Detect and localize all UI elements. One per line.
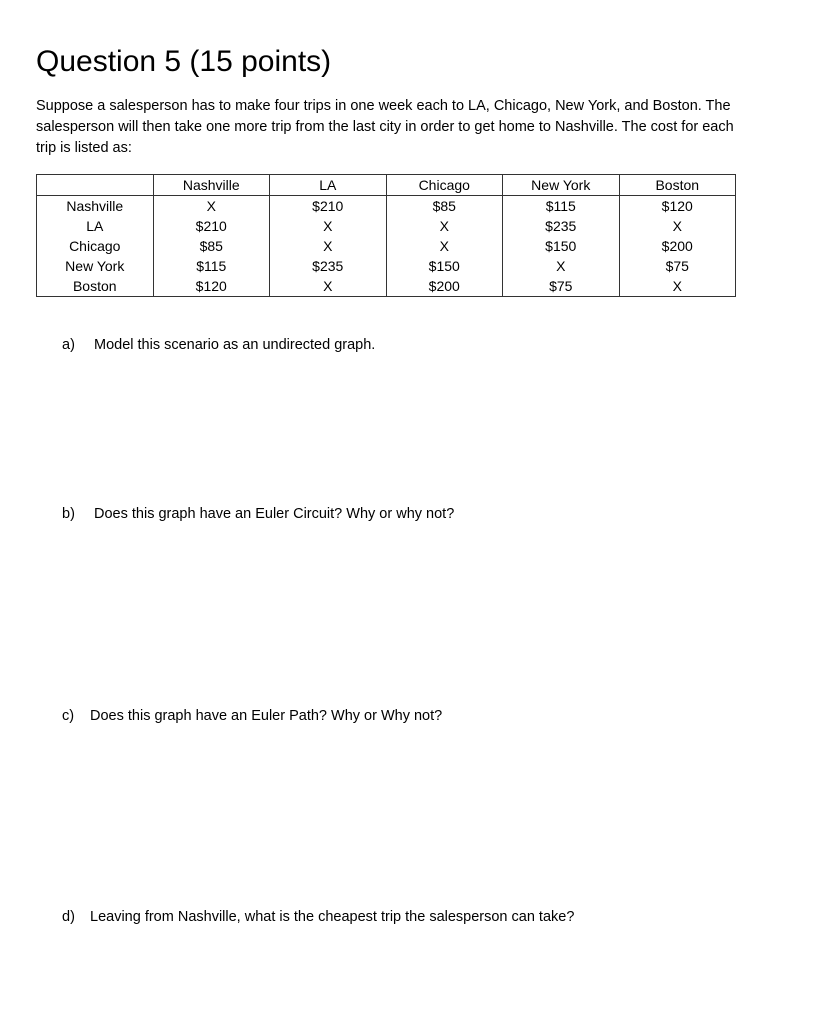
table-header-cell [37, 175, 154, 196]
question-d-letter: d) [62, 909, 75, 925]
table-header-row [37, 175, 736, 196]
table-cell: $235 [270, 256, 387, 276]
row-label: LA [37, 216, 154, 236]
trip-cost-table [36, 174, 736, 297]
question-title: Question 5 (15 points) [36, 45, 332, 78]
question-c-text: Does this graph have an Euler Path? Why or Why not? [90, 708, 443, 724]
table-header-cell: Nashville [153, 175, 270, 196]
table-header-cell: Chicago [386, 175, 503, 196]
table-cell: $120 [153, 276, 270, 297]
table-row [37, 276, 736, 297]
question-c-letter: c) [62, 708, 75, 724]
table-header-cell: Boston [619, 175, 736, 196]
table-cell: X [503, 256, 620, 276]
question-a-letter: a) [62, 337, 75, 353]
question-d-text: Leaving from Nashville, what is the cheapest trip the salesperson can take? [90, 909, 575, 925]
table-row [37, 256, 736, 276]
row-label: New York [37, 256, 154, 276]
table-header-cell: LA [270, 175, 387, 196]
table-cell: $75 [619, 256, 736, 276]
table-cell: X [386, 216, 503, 236]
table-cell: $200 [619, 236, 736, 256]
question-d [62, 907, 574, 927]
table-cell: $85 [386, 196, 503, 217]
question-b [62, 504, 454, 524]
table-cell: X [619, 276, 736, 297]
table-cell: $210 [153, 216, 270, 236]
question-a-text: Model this scenario as an undirected graph. [94, 337, 376, 353]
table-cell: $75 [503, 276, 620, 297]
table-cell: X [270, 216, 387, 236]
question-a [62, 335, 375, 355]
question-c [62, 706, 442, 726]
table-cell: X [386, 236, 503, 256]
table-cell: $115 [153, 256, 270, 276]
table-cell: X [619, 216, 736, 236]
row-label: Nashville [37, 196, 154, 217]
table-cell: X [270, 236, 387, 256]
table-cell: $85 [153, 236, 270, 256]
table-cell: $115 [503, 196, 620, 217]
table-cell: $150 [386, 256, 503, 276]
row-label: Chicago [37, 236, 154, 256]
table-cell: $120 [619, 196, 736, 217]
table-cell: X [153, 196, 270, 217]
table-header-cell: New York [503, 175, 620, 196]
question-b-text: Does this graph have an Euler Circuit? Why or why not? [94, 506, 455, 522]
table-row [37, 216, 736, 236]
table-cell: $235 [503, 216, 620, 236]
question-intro: Suppose a salesperson has to make four trips in one week each to LA, Chicago, New York, and Boston. The salesperson will then take one more trip from the last city in order to get home to Nashville. The cost for each trip is listed as: [36, 98, 734, 156]
table-cell: $200 [386, 276, 503, 297]
row-label: Boston [37, 276, 154, 297]
table-cell: $210 [270, 196, 387, 217]
table-cell: X [270, 276, 387, 297]
table-row [37, 236, 736, 256]
table-row [37, 196, 736, 217]
question-b-letter: b) [62, 506, 75, 522]
table-cell: $150 [503, 236, 620, 256]
